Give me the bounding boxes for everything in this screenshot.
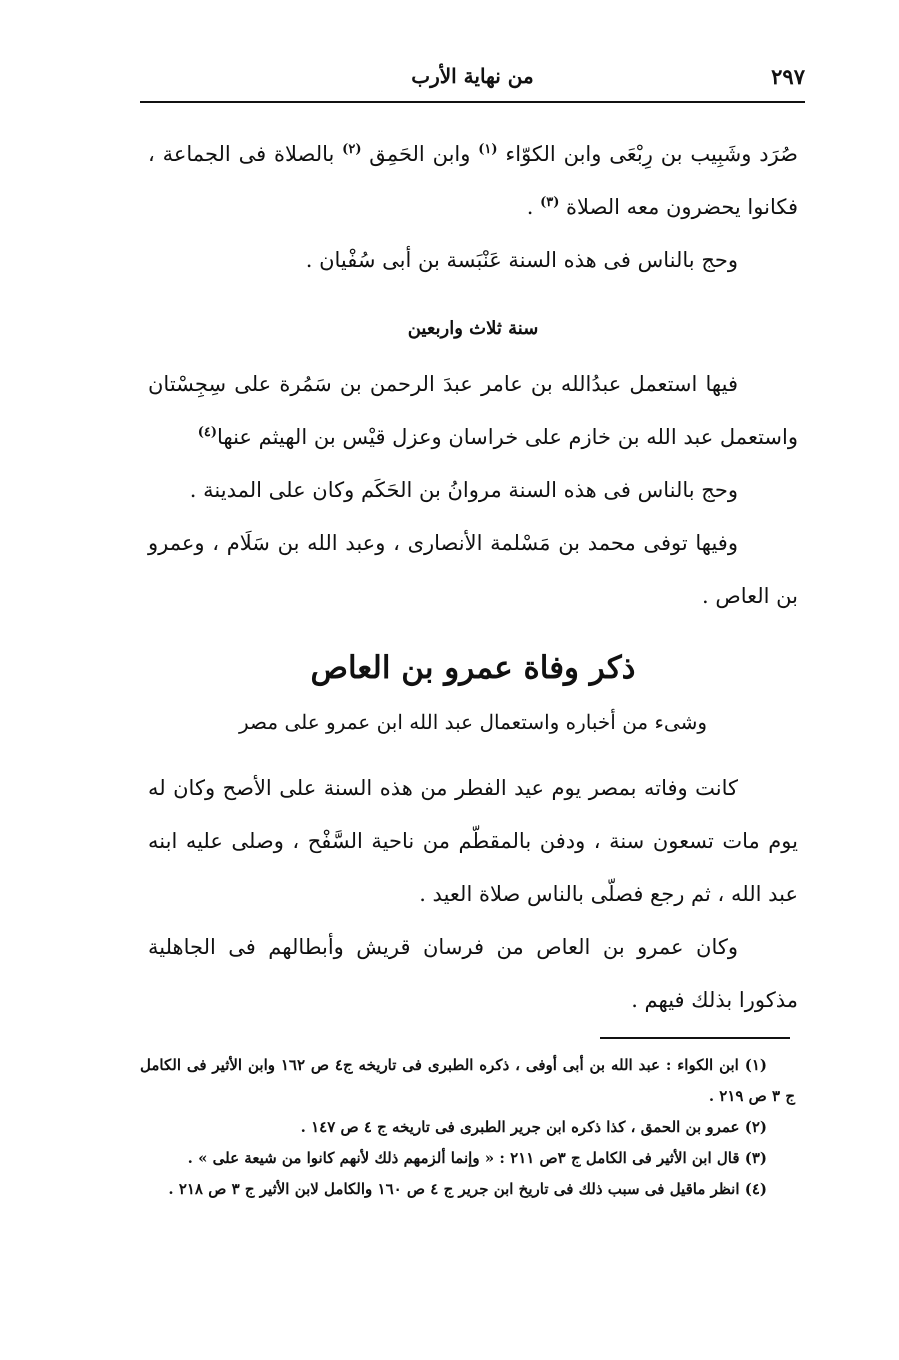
paragraph-hajj-anbasa: وحج بالناس فى هذه السنة عَنْبَسة بن أبى سُفْيان . [305, 248, 738, 272]
running-title: من نهاية الأرب [411, 64, 534, 88]
footnote-ref-4[interactable]: (٤) [197, 425, 217, 440]
text-span: فيها استعمل عبدُالله بن عامر عبدَ الرحمن بن سَمُرة على سِجِسْتان واستعمل عبد الله بن خازم على خراسان وعزل قيْس بن الهيثم عنها [148, 372, 798, 449]
text-span: صُرَد وشَبِيب بن رِبْعَى وابن الكوّاء [497, 142, 798, 166]
footnote-divider [600, 1037, 790, 1039]
text-span: بالصلاة فى الجماعة ، فكانوا يحضرون معه الصلاة [148, 142, 798, 219]
footnote-ref-3[interactable]: (٣) [540, 195, 560, 210]
footnote-ref-2[interactable]: (٢) [342, 142, 362, 157]
top-text-block [148, 128, 798, 287]
footnote-2: (٢) عمرو بن الحمق ، كذا ذكره ابن جرير الطبرى فى تاريخه ج ٤ ص ١٤٧ . [300, 1118, 767, 1136]
chapter-heading: ذكر وفاة عمرو بن العاص [310, 650, 636, 686]
page-header [140, 56, 805, 96]
footnote-4: (٤) انظر ماقيل فى سبب ذلك فى تاريخ ابن جرير ج ٤ ص ١٦٠ والكامل لابن الأثير ج ٣ ص ٢١٨ . [168, 1180, 767, 1198]
text-span: وابن الحَمِق [361, 142, 479, 166]
text-span: . [526, 195, 541, 219]
chapter-subtitle: وشىء من أخباره واستعمال عبد الله ابن عمرو على مصر [239, 710, 707, 734]
chapter-text-block [148, 762, 798, 1027]
paragraph-deaths: وفيها توفى محمد بن مَسْلمة الأنصارى ، وعبد الله بن سَلَام ، وعمرو بن العاص . [148, 531, 798, 608]
year-heading: سنة ثلاث واربعين [407, 318, 539, 339]
footnote-3: (٣) قال ابن الأثير فى الكامل ج ٣ص ٢١١ : « وإنما ألزمهم ذلك لأنهم كانوا من شيعة على » . [187, 1149, 767, 1167]
page-number: ٢٩٧ [771, 63, 805, 89]
year-text-block [148, 358, 798, 623]
paragraph-amr-knight: وكان عمرو بن العاص من فرسان قريش وأبطالهم فى الجاهلية مذكورا بذلك فيهم . [148, 935, 798, 1012]
footnote-ref-1[interactable]: (١) [478, 142, 498, 157]
paragraph-hajj-marwan: وحج بالناس فى هذه السنة مروانُ بن الحَكَم وكان على المدينة . [189, 478, 738, 502]
footnotes-block [140, 1050, 795, 1205]
paragraph-continuation [148, 128, 798, 234]
paragraph-death-details: كانت وفاته بمصر يوم عيد الفطر من هذه السنة على الأصح وكان له يوم مات تسعون سنة ، ودفن بالمقطّم من ناحية السَّفْح ، وصلى عليه ابنه عبد الله ، ثم رجع فصلّى بالناس صلاة العيد . [148, 776, 798, 906]
paragraph-appointments [148, 358, 798, 464]
header-rule [140, 101, 805, 103]
footnote-1: (١) ابن الكواء : عبد الله بن أبى أوفى ، ذكره الطبرى فى تاريخه ج٤ ص ١٦٢ وابن الأثير فى الكامل ج ٣ ص ٢١٩ . [140, 1056, 795, 1105]
